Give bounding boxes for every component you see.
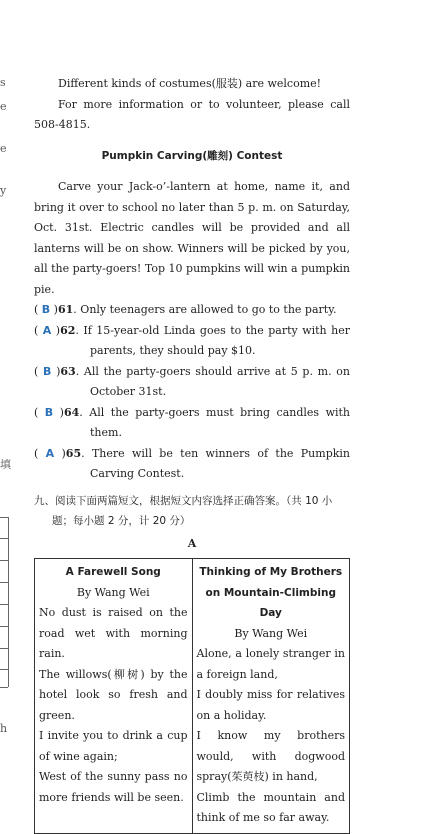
poem-line: No dust is raised on the road wet with morning rain. (39, 606, 188, 660)
poem-line: I doubly miss for relatives on a holiday. (196, 688, 345, 722)
answer-bracket-close: ) (51, 364, 61, 378)
poem-line: West of the sunny pass no more friends will be seen. (39, 770, 188, 804)
answer-bracket-open: ( (34, 405, 45, 419)
answer-letter: B (41, 303, 51, 316)
margin-vertical-rule (8, 517, 9, 687)
contest-title: Pumpkin Carving(雕刻) Contest (101, 150, 283, 162)
margin-rule (0, 582, 8, 583)
question-item (34, 321, 350, 362)
section-sub-label: A (187, 536, 197, 550)
poem-right-title: Thinking of My Brothers on Mountain-Climbing Day (199, 566, 343, 619)
margin-fragment: y (0, 184, 7, 197)
answer-bracket-open: ( (34, 446, 46, 460)
margin-rule (0, 517, 8, 518)
margin-fragment: 填 (0, 458, 11, 471)
question-text: There will be ten winners of the Pumpkin Carving Contest. (90, 446, 350, 480)
question-list (34, 300, 350, 485)
poem-left-title: A Farewell Song (65, 566, 161, 578)
question-number-dot: . (81, 446, 92, 460)
poem-line: I invite you to drink a cup of wine again; (39, 729, 188, 763)
margin-rule (0, 604, 8, 605)
answer-letter: B (43, 364, 52, 378)
margin-rule (0, 626, 8, 627)
poem-line: I know my brothers would, with dogwood spray(茱萸枝) in hand, (196, 729, 345, 783)
question-number: 65 (65, 446, 82, 460)
margin-rule (0, 669, 8, 670)
poem-line: The willows(柳树) by the hotel look so fresh and green. (39, 667, 188, 722)
poem-line: Climb the mountain and think of me so far away. (196, 790, 345, 824)
question-number: 63 (60, 364, 76, 378)
question-item (34, 300, 350, 321)
question-text: All the party-goers should arrive at 5 p. m. on October 31st. (83, 364, 350, 398)
margin-rule (0, 538, 8, 539)
margin-rule (0, 648, 8, 649)
margin-rule (0, 560, 8, 561)
question-text: If 15-year-old Linda goes to the party with her parents, they should pay $10. (83, 323, 350, 357)
answer-bracket-open: ( (34, 323, 43, 337)
answer-letter: A (45, 446, 55, 460)
question-number: 61 (57, 303, 74, 316)
question-text: Only teenagers are allowed to go to the party. (80, 303, 337, 316)
answer-bracket-open: ( (34, 303, 42, 316)
answer-bracket-open: ( (34, 364, 43, 378)
info-line: For more information or to volunteer, please call 508-4815. (34, 97, 350, 131)
costumes-line: Different kinds of costumes(服装) are welcome! (58, 77, 322, 90)
question-number: 62 (60, 323, 76, 337)
section-heading: 九、阅读下面两篇短文，根据短文内容选择正确答案。（共 10 小题；每小题 2 分，计 20 分） (34, 494, 333, 527)
poem-left (35, 559, 193, 834)
margin-fragment: e (0, 100, 7, 113)
answer-letter: B (44, 405, 54, 419)
poem-right (192, 559, 350, 834)
question-number-dot: . (79, 405, 90, 419)
question-item (34, 403, 350, 444)
margin-rule (0, 687, 8, 688)
answer-letter: A (42, 323, 52, 337)
margin-fragment: h (0, 722, 8, 735)
question-number-dot: . (75, 323, 84, 337)
margin-fragment: e (0, 142, 7, 155)
answer-bracket-close: ) (50, 303, 58, 316)
question-item (34, 362, 350, 403)
margin-fragment: s (0, 76, 6, 89)
answer-bracket-close: ) (54, 446, 66, 460)
poem-right-author: By Wang Wei (234, 626, 308, 640)
poem-left-author: By Wang Wei (76, 585, 150, 599)
poem-table (34, 558, 350, 834)
answer-bracket-close: ) (53, 405, 64, 419)
question-number-dot: . (75, 364, 84, 378)
question-item (34, 444, 350, 485)
contest-body: Carve your Jack-o’-lantern at home, name it, and bring it over to school no later than 5 p. m. on Saturday, Oct. 31st. Electric candles will be provided and all lanterns will be on show. Winners will be picked by you, all the party-goers! Top 10 pumpkins will win a pumpkin pie. (34, 180, 350, 296)
question-number-dot: . (73, 303, 81, 316)
question-number: 64 (63, 405, 80, 419)
question-text: All the party-goers must bring candles with them. (89, 405, 351, 439)
answer-bracket-close: ) (51, 323, 61, 337)
poem-line: Alone, a lonely stranger in a foreign land, (196, 647, 345, 681)
page-content (34, 74, 350, 834)
